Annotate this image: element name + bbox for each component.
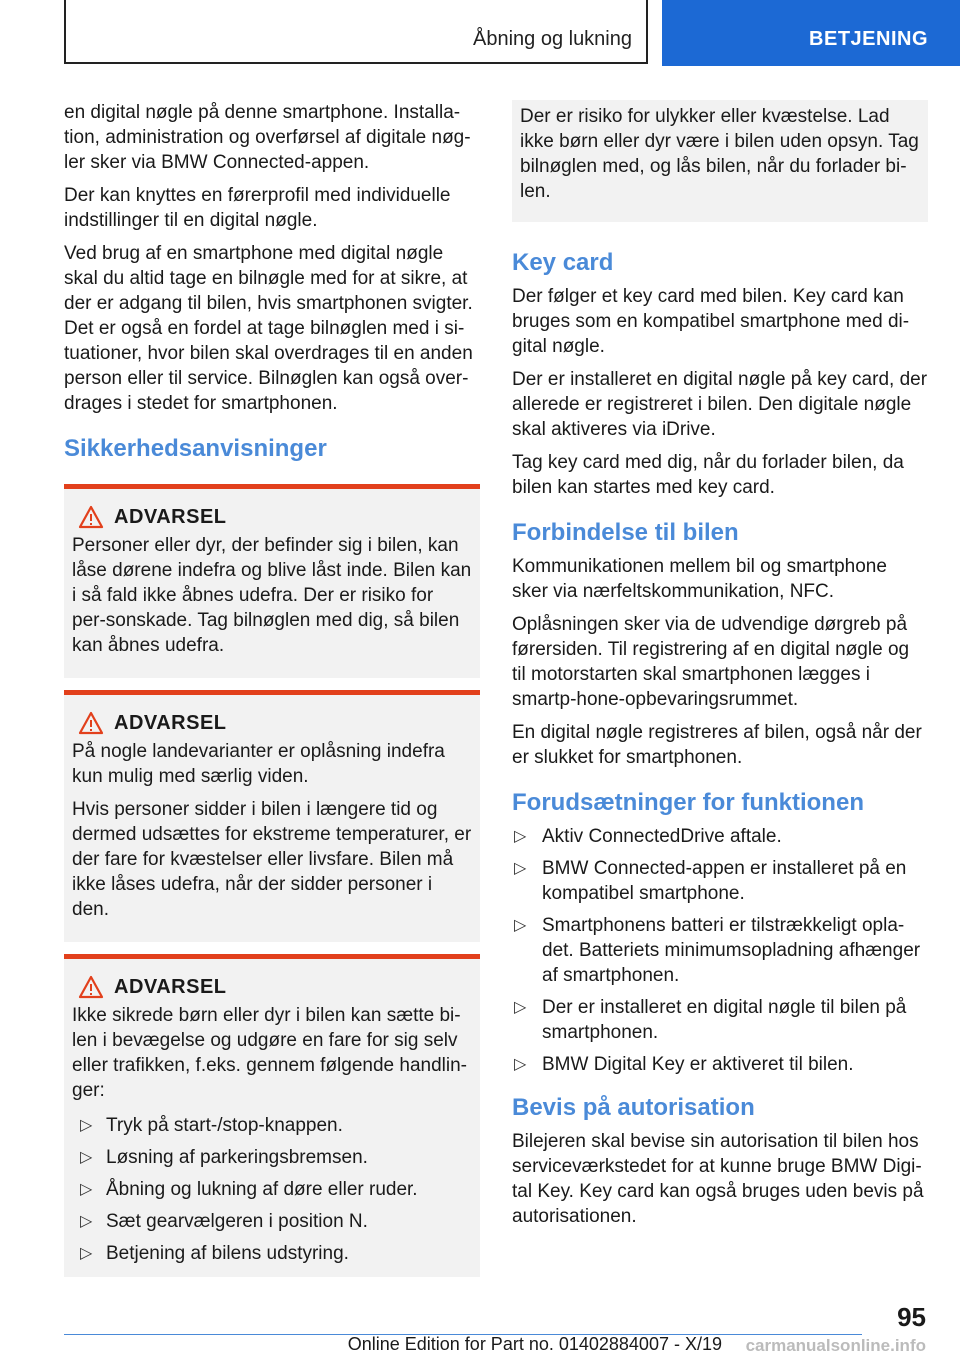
- triangle-bullet-icon: ▷: [80, 1181, 93, 1198]
- connection-paragraph: En digital nøgle registreres af bilen, også når der er slukket for smartphonen.: [512, 722, 922, 768]
- warning-label: ADVARSEL: [114, 975, 227, 998]
- warning-box-1: [64, 484, 480, 678]
- warning-label: ADVARSEL: [114, 711, 227, 734]
- watermark: carmanualsonline.info: [745, 1336, 926, 1355]
- warning-triangle-icon: [78, 505, 104, 529]
- intro-paragraph: en digital nøgle på denne smartphone. Installa-tion, administration og overførsel af digitale nøg-ler sker via BMW Connected-appen.: [64, 102, 471, 173]
- page-number: 95: [897, 1302, 926, 1332]
- chapter-title: BETJENING: [809, 28, 928, 50]
- authorization-heading: Bevis på autorisation: [512, 1094, 755, 1121]
- warning-title: [72, 975, 472, 999]
- warning-title: [72, 505, 472, 529]
- list-item: ▷ BMW Digital Key er aktiveret til bilen.: [514, 1054, 854, 1075]
- connection-paragraph: Oplåsningen sker via de udvendige dørgreb på førersiden. Til registrering af en digital nøgle og til motorstarten skal smartphonen lægges i smartp-hone-opbevaringsrummet.: [512, 614, 910, 710]
- warning-title: [72, 711, 472, 735]
- triangle-bullet-icon: ▷: [514, 828, 527, 845]
- triangle-bullet-icon: ▷: [80, 1245, 93, 1262]
- warning-action-list: [72, 1113, 472, 1266]
- list-item: ▷ Betjening af bilens udstyring.: [80, 1243, 349, 1264]
- warning-box-3: [64, 954, 480, 1277]
- connection-paragraph: Kommunikationen mellem bil og smartphone sker via nærfeltskommunikation, NFC.: [512, 556, 887, 602]
- triangle-bullet-icon: ▷: [514, 917, 527, 934]
- list-item: ▷ Tryk på start-/stop-knappen.: [80, 1115, 343, 1136]
- warning-box-2: [64, 690, 480, 942]
- warning-label: ADVARSEL: [114, 505, 227, 528]
- right-column: [512, 100, 928, 1237]
- triangle-bullet-icon: ▷: [514, 860, 527, 877]
- list-item: ▷ Der er installeret en digital nøgle til bilen på smartphonen.: [514, 997, 907, 1043]
- warning-text: Hvis personer sidder i bilen i længere tid og dermed udsættes for ekstreme temperaturer, er der fare for kvæstelser eller livsfare. Bilen må ikke låses udefra, når der sidder personer i den.: [72, 799, 472, 920]
- warning-continuation-box: [512, 100, 928, 222]
- key-card-heading: Key card: [512, 249, 614, 276]
- key-card-paragraph: Der er installeret en digital nøgle på key card, der allerede er registreret i bilen. Den digitale nøgle skal aktiveres via iDrive.: [512, 369, 928, 440]
- requirements-list: [512, 824, 928, 1077]
- triangle-bullet-icon: ▷: [80, 1213, 93, 1230]
- requirements-heading: Forudsætninger for funktionen: [512, 789, 864, 816]
- warning-continuation-text: Der er risiko for ulykker eller kvæstelse. Lad ikke børn eller dyr være i bilen uden opsyn. Tag bilnøglen med, og lås bilen, når du forlader bi-len.: [520, 106, 919, 202]
- key-card-paragraph: Der følger et key card med bilen. Key card kan bruges som en kompatibel smartphone med di-gital nøgle.: [512, 286, 910, 357]
- section-tab: [64, 0, 648, 64]
- list-item: ▷ Sæt gearvælgeren i position N.: [80, 1211, 368, 1232]
- edition-text: Online Edition for Part no. 01402884007 - X/19: [347, 1334, 722, 1354]
- warning-triangle-icon: [78, 975, 104, 999]
- warning-text: Ikke sikrede børn eller dyr i bilen kan sætte bi-len i bevægelse og udgøre en fare for sig selv eller trafikken, f.eks. gennem følgende handlin-ger:: [72, 1005, 467, 1101]
- triangle-bullet-icon: ▷: [514, 1056, 527, 1073]
- left-column: [64, 100, 480, 1289]
- warning-text: Personer eller dyr, der befinder sig i bilen, kan låse dørene indefra og blive låst inde. Bilen kan i så fald ikke åbnes udefra. Der er risiko for per-sonskade. Tag bilnøglen med dig, så bilen kan åbnes udefra.: [72, 535, 472, 656]
- triangle-bullet-icon: ▷: [80, 1117, 93, 1134]
- page-footer: [0, 1280, 960, 1362]
- intro-paragraph: Ved brug af en smartphone med digital nøgle skal du altid tage en bilnøgle med for at sikre, at der er adgang til bilen, hvis smartphonen svigter. Det er også en fordel at tage bilnøglen med i si-tuationer, hvor bilen skal overdrages til en anden person eller til service. Bilnøglen kan også over-drages i stedet for smartphonen.: [64, 243, 473, 414]
- section-title: Åbning og lukning: [472, 28, 632, 50]
- page-header: [0, 0, 960, 66]
- warning-triangle-icon: [78, 711, 104, 735]
- connection-heading: Forbindelse til bilen: [512, 519, 739, 546]
- list-item: ▷ Smartphonens batteri er tilstrækkeligt opla-det. Batteriets minimumsopladning afhænger af smartphonen.: [514, 915, 921, 986]
- warning-text: På nogle landevarianter er oplåsning indefra kun mulig med særlig viden.: [72, 741, 445, 787]
- triangle-bullet-icon: ▷: [80, 1149, 93, 1166]
- intro-paragraph: Der kan knyttes en førerprofil med individuelle indstillinger til en digital nøgle.: [64, 185, 451, 231]
- authorization-paragraph: Bilejeren skal bevise sin autorisation til bilen hos serviceværkstedet for at kunne bruge BMW Digi-tal Key. Key card kan også bruges uden bevis på autorisationen.: [512, 1131, 924, 1227]
- list-item: ▷ Åbning og lukning af døre eller ruder.: [80, 1179, 418, 1200]
- list-item: ▷ Løsning af parkeringsbremsen.: [80, 1147, 368, 1168]
- triangle-bullet-icon: ▷: [514, 999, 527, 1016]
- list-item: ▷ Aktiv ConnectedDrive aftale.: [514, 826, 782, 847]
- safety-heading: Sikkerhedsanvisninger: [64, 435, 327, 462]
- chapter-tab: [662, 0, 960, 66]
- key-card-paragraph: Tag key card med dig, når du forlader bilen, da bilen kan startes med key card.: [512, 452, 904, 498]
- list-item: ▷ BMW Connected-appen er installeret på en kompatibel smartphone.: [514, 858, 907, 904]
